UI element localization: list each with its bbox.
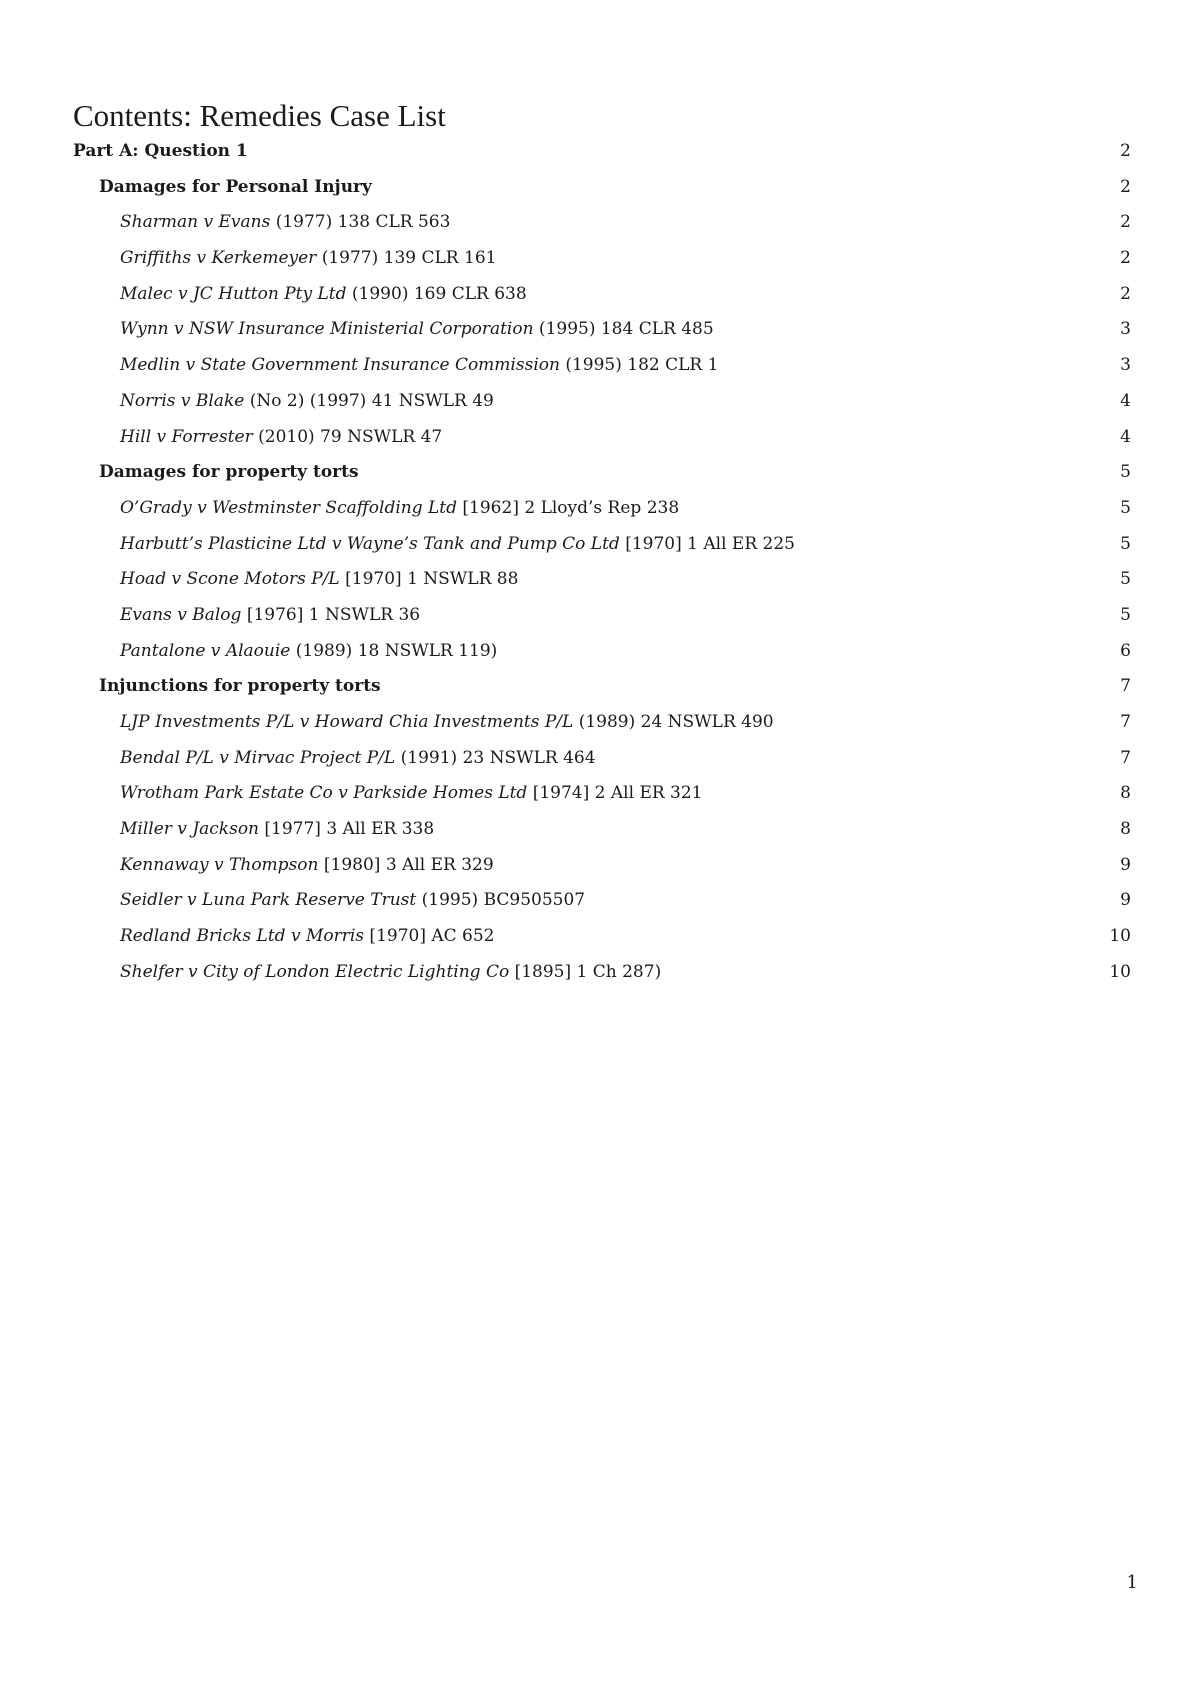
toc-case-entry[interactable]	[73, 205, 1131, 241]
toc-page-number: 10	[1109, 926, 1131, 947]
toc-case-entry[interactable]	[73, 812, 1131, 848]
case-citation: (1995) BC9505507	[416, 890, 586, 911]
toc-entry-label	[120, 598, 420, 634]
toc-case-entry[interactable]	[73, 598, 1131, 634]
case-citation: [1974] 2 All ER 321	[527, 783, 703, 804]
case-name: Bendal P/L v Mirvac Project P/L	[120, 747, 396, 768]
case-citation: [1976] 1 NSWLR 36	[241, 604, 421, 625]
case-citation: [1970] 1 All ER 225	[619, 533, 795, 554]
toc-case-entry[interactable]	[73, 883, 1131, 919]
case-citation: [1977] 3 All ER 338	[259, 819, 435, 840]
toc-entry-label	[120, 919, 495, 955]
toc-section-heading[interactable]	[73, 669, 1131, 705]
toc-case-entry[interactable]	[73, 955, 1131, 991]
toc-entry-label	[120, 705, 774, 741]
case-name: Pantalone v Alaouie	[120, 640, 291, 661]
toc-case-entry[interactable]	[73, 705, 1131, 741]
toc-entry-label	[99, 669, 381, 705]
toc-entry-label	[120, 883, 585, 919]
toc-entry-label	[120, 562, 518, 598]
case-name: LJP Investments P/L v Howard Chia Investments P/L	[120, 712, 574, 732]
case-name: Redland Bricks Ltd v Morris	[120, 926, 365, 947]
toc-case-entry[interactable]	[73, 741, 1131, 777]
toc-entry-label	[120, 420, 442, 456]
toc-page-number: 2	[1120, 283, 1131, 304]
toc-entry-label	[120, 241, 496, 277]
heading-text: Injunctions for property torts	[99, 676, 381, 697]
toc-entry-label	[120, 277, 527, 313]
case-citation: (1989) 18 NSWLR 119)	[290, 640, 498, 661]
toc-page-number: 5	[1120, 533, 1131, 554]
toc-page-number: 3	[1120, 355, 1131, 376]
toc-entry-label	[120, 634, 497, 670]
case-name: Hoad v Scone Motors P/L	[120, 569, 340, 590]
case-citation: [1970] 1 NSWLR 88	[339, 569, 519, 590]
case-citation: [1962] 2 Lloyd’s Rep 238	[457, 497, 680, 518]
case-citation: [1895] 1 Ch 287)	[509, 961, 662, 982]
case-name: Harbutt’s Plasticine Ltd v Wayne’s Tank and Pump Co Ltd	[120, 533, 620, 554]
toc-case-entry[interactable]	[73, 919, 1131, 955]
toc-entry-label	[120, 348, 718, 384]
toc-entry-label	[99, 170, 372, 206]
toc-entry-label	[120, 384, 494, 420]
toc-page-number: 10	[1109, 961, 1131, 982]
toc-page-number: 7	[1120, 712, 1131, 732]
heading-text: Damages for property torts	[99, 462, 359, 483]
toc-page-number: 7	[1120, 747, 1131, 768]
document-title: Contents: Remedies Case List	[73, 98, 446, 133]
toc-page-number: 6	[1120, 640, 1131, 661]
toc-case-entry[interactable]	[73, 241, 1131, 277]
toc-page-number: 5	[1120, 497, 1131, 518]
heading-text: Damages for Personal Injury	[99, 176, 372, 197]
toc-entry-label	[120, 491, 679, 527]
toc-page-number: 2	[1120, 176, 1131, 197]
toc-entry-label	[120, 776, 703, 812]
case-name: Miller v Jackson	[120, 819, 259, 840]
case-name: Kennaway v Thompson	[120, 854, 319, 875]
toc-entry-label	[99, 455, 359, 491]
case-name: Wynn v NSW Insurance Ministerial Corporation	[120, 319, 534, 340]
toc-case-entry[interactable]	[73, 776, 1131, 812]
toc-entry-label	[120, 205, 450, 241]
toc-page-number: 9	[1120, 890, 1131, 911]
toc-page-number: 5	[1120, 604, 1131, 625]
case-citation: (1991) 23 NSWLR 464	[395, 747, 596, 768]
toc-page-number: 2	[1120, 212, 1131, 233]
case-citation: (1995) 184 CLR 485	[533, 319, 714, 340]
case-name: Seidler v Luna Park Reserve Trust	[120, 890, 417, 911]
case-citation: (1990) 169 CLR 638	[346, 283, 527, 304]
page-number: 1	[1126, 1572, 1138, 1593]
toc-case-entry[interactable]	[73, 848, 1131, 884]
toc-case-entry[interactable]	[73, 420, 1131, 456]
case-name: O’Grady v Westminster Scaffolding Ltd	[120, 497, 458, 518]
case-name: Malec v JC Hutton Pty Ltd	[120, 283, 347, 304]
toc-page-number: 4	[1120, 390, 1131, 411]
toc-entry-label	[73, 134, 248, 170]
case-name: Norris v Blake	[120, 390, 245, 411]
toc-entry-label	[120, 527, 795, 563]
case-name: Evans v Balog	[120, 604, 242, 625]
toc-page-number: 2	[1120, 141, 1131, 161]
toc-case-entry[interactable]	[73, 348, 1131, 384]
toc-case-entry[interactable]	[73, 312, 1131, 348]
toc-section-heading[interactable]	[73, 170, 1131, 206]
toc-case-entry[interactable]	[73, 277, 1131, 313]
table-of-contents	[73, 134, 1131, 991]
heading-text: Part A: Question 1	[73, 141, 248, 161]
case-name: Wrotham Park Estate Co v Parkside Homes Ltd	[120, 783, 528, 804]
toc-entry-label	[120, 312, 714, 348]
case-citation: (1989) 24 NSWLR 490	[573, 712, 774, 732]
toc-part-heading[interactable]	[73, 134, 1131, 170]
case-name: Griffiths v Kerkemeyer	[120, 248, 317, 269]
toc-page-number: 3	[1120, 319, 1131, 340]
case-citation: (1995) 182 CLR 1	[559, 355, 719, 376]
toc-section-heading[interactable]	[73, 455, 1131, 491]
toc-page-number: 5	[1120, 462, 1131, 483]
toc-entry-label	[120, 848, 494, 884]
toc-page-number: 2	[1120, 248, 1131, 269]
case-citation: [1970] AC 652	[364, 926, 495, 947]
toc-case-entry[interactable]	[73, 634, 1131, 670]
case-name: Medlin v State Government Insurance Commission	[120, 355, 560, 376]
toc-entry-label	[120, 741, 596, 777]
toc-case-entry[interactable]	[73, 562, 1131, 598]
toc-page-number: 9	[1120, 854, 1131, 875]
case-name: Shelfer v City of London Electric Lighting Co	[120, 961, 510, 982]
case-name: Sharman v Evans	[120, 212, 271, 233]
toc-case-entry[interactable]	[73, 491, 1131, 527]
toc-page-number: 4	[1120, 426, 1131, 447]
case-citation: (No 2) (1997) 41 NSWLR 49	[244, 390, 494, 411]
toc-page-number: 7	[1120, 676, 1131, 697]
case-citation: [1980] 3 All ER 329	[318, 854, 494, 875]
toc-page-number: 8	[1120, 783, 1131, 804]
case-name: Hill v Forrester	[120, 426, 253, 447]
toc-case-entry[interactable]	[73, 527, 1131, 563]
toc-entry-label	[120, 812, 434, 848]
case-citation: (1977) 138 CLR 563	[270, 212, 451, 233]
case-citation: (2010) 79 NSWLR 47	[252, 426, 443, 447]
case-citation: (1977) 139 CLR 161	[316, 248, 497, 269]
toc-case-entry[interactable]	[73, 384, 1131, 420]
toc-page-number: 8	[1120, 819, 1131, 840]
toc-entry-label	[120, 955, 661, 991]
toc-page-number: 5	[1120, 569, 1131, 590]
